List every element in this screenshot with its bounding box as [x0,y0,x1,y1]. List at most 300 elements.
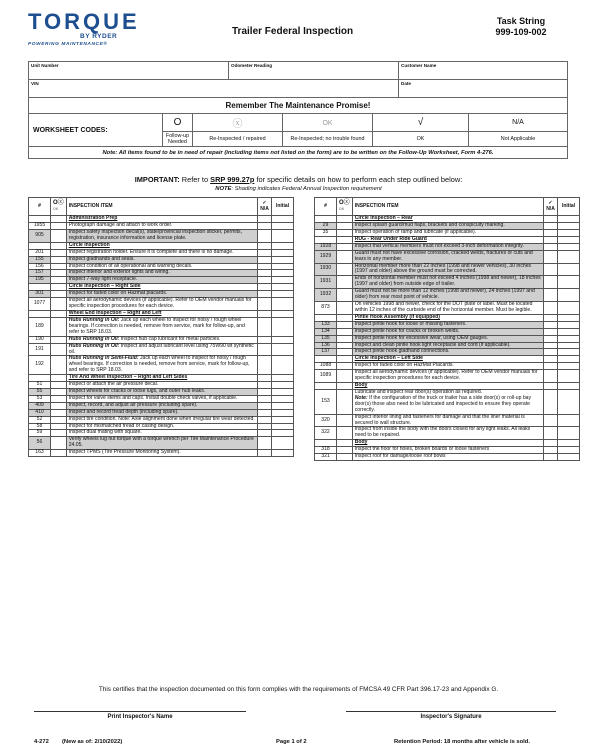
ok-na-cell[interactable] [258,416,272,423]
ok-na-cell[interactable] [544,390,558,415]
item-text: Administration Prep [68,215,118,222]
code-cell[interactable] [337,328,353,335]
item-text: Inspect TPMS (Tire Pressure Monitoring System). [68,449,181,456]
initial-cell[interactable] [558,349,580,356]
code-cell[interactable] [51,450,67,457]
initial-cell[interactable] [272,263,294,270]
code-cell[interactable] [51,229,67,242]
initial-cell[interactable] [558,236,580,243]
item-number: 189 [29,317,51,336]
code-cell[interactable] [51,317,67,336]
ok-na-cell[interactable] [258,389,272,396]
inspection-item-text [352,250,543,263]
inspection-item-text [352,301,543,314]
initial-cell[interactable] [558,440,580,447]
item-text: Circle Inspection [68,241,110,248]
ok-na-cell[interactable] [544,427,558,440]
item-text: Jack up each wheel to inspect for noisy / rough wheel bearings. If correction is needed, remove from service, mark for follow-up, and refer to SRP 18.03. [68,355,250,374]
ok-na-cell[interactable] [544,236,558,243]
ok-na-cell[interactable] [544,335,558,342]
initial-cell[interactable] [272,317,294,336]
code-cell[interactable] [51,437,67,450]
initial-cell[interactable] [558,314,580,321]
ok-na-cell[interactable] [258,298,272,311]
initial-cell[interactable] [558,263,580,276]
item-number: 163 [29,450,51,457]
code-cell[interactable] [337,250,353,263]
ok-na-cell[interactable] [544,223,558,230]
ok-na-cell[interactable] [258,277,272,284]
inspection-row [29,229,294,242]
inspection-item-text [352,276,543,289]
item-number: 155 [29,256,51,263]
initial-cell[interactable] [558,390,580,415]
code-cell[interactable] [337,243,353,250]
item-number: 1932 [315,289,337,302]
item-number: 191 [29,343,51,356]
inspection-item-text [66,229,257,242]
srp-link[interactable]: SRP 999.27p [210,175,255,184]
code-cell[interactable] [51,249,67,256]
code-cell[interactable] [51,382,67,389]
ok-na-cell[interactable] [544,321,558,328]
initial-cell[interactable] [558,356,580,363]
item-number [29,310,51,317]
vin-field[interactable] [29,80,399,98]
ok-na-cell[interactable] [258,284,272,291]
item-number: 1931 [315,276,337,289]
ok-na-cell[interactable] [258,450,272,457]
worksheet-codes-table [28,97,568,159]
code-cell[interactable] [337,236,353,243]
ok-na-cell[interactable] [258,423,272,430]
ok-na-cell[interactable] [258,242,272,249]
code-cell[interactable] [51,298,67,311]
item-text: Inspect condition of all operational and warning decals. [68,262,193,269]
inspection-item-text [66,317,257,336]
initial-cell[interactable] [272,216,294,223]
logo-wordmark: TORQUE [28,9,140,34]
item-text: Inspect and record tread depth (including spare). [68,408,179,415]
initial-cell[interactable] [558,276,580,289]
ok-na-cell[interactable] [544,349,558,356]
initial-cell[interactable] [558,216,580,223]
item-text: Circle Inspection – Right Side [68,283,141,290]
initial-cell[interactable] [272,356,294,375]
item-text: Inspect, record, and adjust air pressure (including spare). [68,401,198,408]
item-text: Circle Inspection – Rear [354,215,413,222]
ok-na-cell[interactable] [258,229,272,242]
code-cell[interactable] [51,256,67,263]
initial-cell[interactable] [272,310,294,317]
page-header [0,0,597,58]
item-text: Inspect all aerodynamic devices (if applicable). Refer to OEM vendor manuals for specific inspection procedures for each device. [354,369,538,382]
initial-cell[interactable] [272,416,294,423]
initial-cell[interactable] [558,328,580,335]
item-lead: Hubs Running in Oil: [68,335,120,342]
inspection-row [29,298,294,311]
item-number: 29 [315,223,337,230]
initial-cell[interactable] [272,437,294,450]
table-header-row [29,198,294,216]
inspection-row [315,454,580,461]
initial-cell[interactable] [558,383,580,390]
item-text: Inspect for faded color on Hazmat placards. [68,290,168,297]
code-cell[interactable] [337,363,353,370]
col-header-item: INSPECTION ITEM [352,198,543,216]
initial-cell[interactable] [558,289,580,302]
code-cell[interactable] [337,383,353,390]
initial-cell[interactable] [558,335,580,342]
item-text: Body [354,439,368,446]
ok-na-cell[interactable] [258,256,272,263]
inspection-row [29,343,294,356]
item-number: 53 [29,395,51,402]
item-number: 322 [315,427,337,440]
item-number: 156 [29,263,51,270]
item-number: 873 [315,301,337,314]
initial-cell[interactable] [558,250,580,263]
note-text: : Shading indicates Federal Annual Inspection requirement [231,186,382,192]
item-number: 51 [29,382,51,389]
code-cell[interactable] [337,390,353,415]
item-text: Inspect gladhands and seals. [68,255,135,262]
ok-na-cell[interactable] [258,249,272,256]
initial-cell[interactable] [558,363,580,370]
ok-na-cell[interactable] [258,343,272,356]
ok-na-cell[interactable] [258,317,272,336]
ok-na-cell[interactable] [258,395,272,402]
inspection-row [315,276,580,289]
code-cell[interactable] [337,447,353,454]
inspection-row [29,356,294,375]
initial-cell[interactable] [558,454,580,461]
item-text: Inspect that vertical members must not exceed 3-inch deformation integrity. [354,242,524,249]
item-number: 1077 [29,298,51,311]
initial-cell[interactable] [558,229,580,236]
item-number: 192 [29,356,51,375]
form-number: 4-272 [34,739,49,745]
inspection-item-text [66,343,257,356]
inspection-row [315,301,580,314]
code-cell[interactable] [51,395,67,402]
code-cell[interactable] [337,216,353,223]
ok-na-cell[interactable] [544,301,558,314]
item-text: Inspect dual mating with square. [68,429,142,436]
odometer-field[interactable] [229,62,399,80]
code-cell[interactable] [337,223,353,230]
item-number: 134 [315,328,337,335]
code-cell[interactable] [337,301,353,314]
code-cell[interactable] [337,335,353,342]
ok-na-cell[interactable] [258,356,272,375]
initial-cell[interactable] [272,242,294,249]
item-number: 1089 [315,370,337,383]
code-cell[interactable] [337,229,353,236]
code-cell[interactable] [51,242,67,249]
code-cell[interactable] [337,427,353,440]
task-string-number: 999-109-002 [495,27,547,37]
ok-na-cell[interactable] [258,402,272,409]
item-text: Inspect 7-way light receptacle. [68,276,138,283]
initial-cell[interactable] [272,229,294,242]
item-text: Inspect operation of ramp and lubricate (if applicable). [354,228,477,235]
ok-na-cell[interactable] [544,276,558,289]
inspection-item-text [352,263,543,276]
ok-na-cell[interactable] [544,370,558,383]
code-cell[interactable] [51,343,67,356]
signature-line[interactable] [346,711,556,712]
initial-cell[interactable] [558,321,580,328]
note-label: NOTE [215,186,232,192]
ok-na-cell[interactable] [544,440,558,447]
initial-cell[interactable] [558,223,580,230]
ok-na-cell[interactable] [258,375,272,382]
ok-na-cell[interactable] [544,328,558,335]
item-number: 190 [29,336,51,343]
ok-na-cell[interactable] [544,383,558,390]
important-instructions [0,175,597,184]
item-text: RUG - Rear Under Ride Guard [354,235,427,242]
item-text: Inspect pintle hook for cracks or broken welds. [354,327,460,334]
ok-na-cell[interactable] [544,250,558,263]
initial-cell[interactable] [558,427,580,440]
code-cell[interactable] [51,336,67,343]
code-label-repaired: Re-Inspected / repaired [193,132,283,147]
code-cell[interactable] [51,270,67,277]
item-number: 409 [29,402,51,409]
initial-cell[interactable] [272,343,294,356]
col-header-number: # [29,198,51,216]
code-cell[interactable] [337,321,353,328]
item-number: 320 [315,414,337,427]
ok-na-cell[interactable] [544,314,558,321]
code-cell[interactable] [51,430,67,437]
inspection-item-text [352,370,543,383]
item-text: Body [354,382,368,389]
initial-cell[interactable] [272,389,294,396]
item-text: Lubricate and inspect rear door(s) operation as required. [354,389,483,396]
code-cell[interactable] [51,356,67,375]
initial-cell[interactable] [272,223,294,230]
item-text: Circle Inspection – Left Side [354,355,423,362]
shading-note [0,186,597,192]
initial-cell[interactable] [272,402,294,409]
initial-cell[interactable] [272,375,294,382]
item-text: Wheel End Inspection – Right and Left [68,310,162,317]
item-number: 410 [29,409,51,416]
col-header-initial: Initial [272,198,294,216]
initial-cell[interactable] [272,270,294,277]
torque-logo [28,9,168,51]
ok-na-cell[interactable] [258,437,272,450]
certification-statement: This certifies that the inspection documented on this form complies with the requirements of FMCSA 49 CFR Part 396.17-23 and Appendix G. [98,686,499,693]
vehicle-info-table [28,61,568,98]
code-cell[interactable] [337,289,353,302]
col-header-number: # [315,198,337,216]
maintenance-promise-banner: Remember The Maintenance Promise! [29,98,568,114]
initial-cell[interactable] [272,423,294,430]
code-cell[interactable] [337,414,353,427]
initial-cell[interactable] [272,450,294,457]
item-lead: Hubs Running in Oil: [68,342,120,349]
code-cell[interactable] [337,314,353,321]
item-number: 59 [29,430,51,437]
ok-na-cell[interactable] [258,336,272,343]
worksheet-codes-label: WORKSHEET CODES: [29,114,163,147]
initial-cell[interactable] [272,298,294,311]
code-cell[interactable] [337,440,353,447]
item-number: 137 [315,349,337,356]
code-cell[interactable] [51,375,67,382]
code-cell[interactable] [337,276,353,289]
item-note-text: If the configuration of the truck or trailer has a side door(s) or roll-up bay door(s) those also need to be lubricated and inspected to ensure they operate correctly. [354,394,532,413]
print-name-line[interactable] [34,711,246,712]
page-number: Page 1 of 2 [276,739,307,745]
logo-tagline: POWERING MAINTENANCE® [28,42,108,47]
code-cell[interactable] [51,310,67,317]
item-text: Inspect the floor for holes, broken boards or loose fasteners [354,446,490,453]
ok-na-cell[interactable] [544,263,558,276]
item-number: 201 [29,249,51,256]
code-cell[interactable] [337,370,353,383]
print-name-label: Print Inspector's Name [107,714,173,720]
item-number: 136 [315,342,337,349]
code-label-no-trouble: Re-Inspected; no trouble found [283,132,373,147]
initial-cell[interactable] [272,256,294,263]
inspection-item-text [66,437,257,450]
inspection-row [29,450,294,457]
code-cell[interactable] [337,263,353,276]
item-text: Tire And Wheel Inspection – Right and Left Sides [68,374,188,381]
item-text: Inspect wheels for cracks or loose lugs, and outer hub leaks. [68,388,206,395]
item-number: 321 [315,454,337,461]
item-text: Inspect splash guard/mud flaps, brackets and conspicuity marking. [354,222,505,228]
inspection-item-text [352,414,543,427]
item-note-label: Note: [354,394,368,401]
ok-na-cell[interactable] [544,216,558,223]
code-cell[interactable] [51,291,67,298]
initial-cell[interactable] [272,284,294,291]
form-revision: (New as of: 2/10/2022) [62,739,123,745]
item-text: Inspect hub cap lubricant for metal particles. [119,335,221,342]
inspection-item-text [352,390,543,415]
initial-cell[interactable] [272,382,294,389]
check-mark-icon: ✓ [548,199,553,206]
initial-cell[interactable] [558,414,580,427]
item-text: Inspect registration holder. Ensure it is complete and there is no damage. [68,248,234,255]
ok-na-cell[interactable] [544,342,558,349]
col-header-initial: Initial [558,198,580,216]
ok-na-cell[interactable] [258,430,272,437]
initial-cell[interactable] [272,409,294,416]
item-number: 58 [29,423,51,430]
date-field[interactable] [399,80,568,98]
initial-cell[interactable] [272,277,294,284]
item-number: 301 [29,291,51,298]
unit-number-field[interactable] [29,62,229,80]
item-text: Photograph damage and attach to work order. [68,222,173,228]
code-cell[interactable] [337,356,353,363]
item-text: Inspect all aerodynamic devices (if applicable). Refer to OEM vendor manuals for specific inspection procedures for each device. [68,297,252,310]
item-number: 133 [315,321,337,328]
ok-na-cell[interactable] [258,263,272,270]
item-text: Guard must not be more than 12 inches (1998 and newer), 24 inches (1997 and older) from rear most point of vehicle. [354,288,535,301]
important-rest: for specific details on how to perform each step outlined below: [254,175,463,184]
initial-cell[interactable] [272,430,294,437]
code-cell[interactable] [51,409,67,416]
ok-na-cell[interactable] [258,223,272,230]
code-cell[interactable] [51,389,67,396]
na-header: N/A [546,205,555,212]
unit-number-label: Unit Number [31,63,59,68]
code-cell[interactable] [51,423,67,430]
vin-label: VIN [31,81,39,86]
initial-cell[interactable] [558,301,580,314]
initial-cell[interactable] [272,395,294,402]
ok-na-cell[interactable] [544,229,558,236]
ok-na-cell[interactable] [544,356,558,363]
item-number: 318 [315,447,337,454]
customer-name-field[interactable] [399,62,568,80]
ok-na-cell[interactable] [544,454,558,461]
item-text: Inspect interior and exterior lights and wiring. [68,269,170,276]
inspection-row [315,289,580,302]
initial-cell[interactable] [272,249,294,256]
initial-cell[interactable] [558,447,580,454]
ok-na-cell[interactable] [544,243,558,250]
initial-cell[interactable] [272,291,294,298]
ok-na-cell[interactable] [544,289,558,302]
inspection-row [29,317,294,336]
ok-na-cell[interactable] [258,409,272,416]
ok-na-cell[interactable] [258,270,272,277]
ok-na-cell[interactable] [544,414,558,427]
ok-na-cell[interactable] [544,363,558,370]
task-string-label: Task String [496,16,546,26]
code-cell[interactable] [51,223,67,230]
ok-na-cell[interactable] [544,447,558,454]
item-text: Inspect pintle hook gladhand connections. [354,348,450,355]
item-text: Inspect pintle hook for loose or missing fasteners. [354,320,467,327]
code-label-ok: OK [373,132,469,147]
item-number: 1929 [315,250,337,263]
code-cell[interactable] [337,349,353,356]
ok-na-cell[interactable] [258,310,272,317]
code-cell[interactable] [337,454,353,461]
date-label: Date [401,81,411,86]
ok-na-cell[interactable] [258,382,272,389]
initial-cell[interactable] [272,336,294,343]
initial-cell[interactable] [558,243,580,250]
code-cell[interactable] [51,216,67,223]
item-number [315,383,337,390]
code-cell[interactable] [51,402,67,409]
ok-na-cell[interactable] [258,291,272,298]
initial-cell[interactable] [558,370,580,383]
item-text: Inspect for valve stems and caps. Install double check valves, if applicable. [68,394,238,401]
code-cell[interactable] [51,284,67,291]
initial-cell[interactable] [558,342,580,349]
code-cell[interactable] [51,277,67,284]
code-cell[interactable] [51,416,67,423]
col-header-ok-na [258,198,272,216]
code-cell[interactable] [51,263,67,270]
code-cell[interactable] [337,342,353,349]
item-number: 55 [29,389,51,396]
ok-na-cell[interactable] [258,216,272,223]
item-text: Inspect interior lining and fasteners for damage and that the liner material is secured to wall structure. [354,413,525,426]
